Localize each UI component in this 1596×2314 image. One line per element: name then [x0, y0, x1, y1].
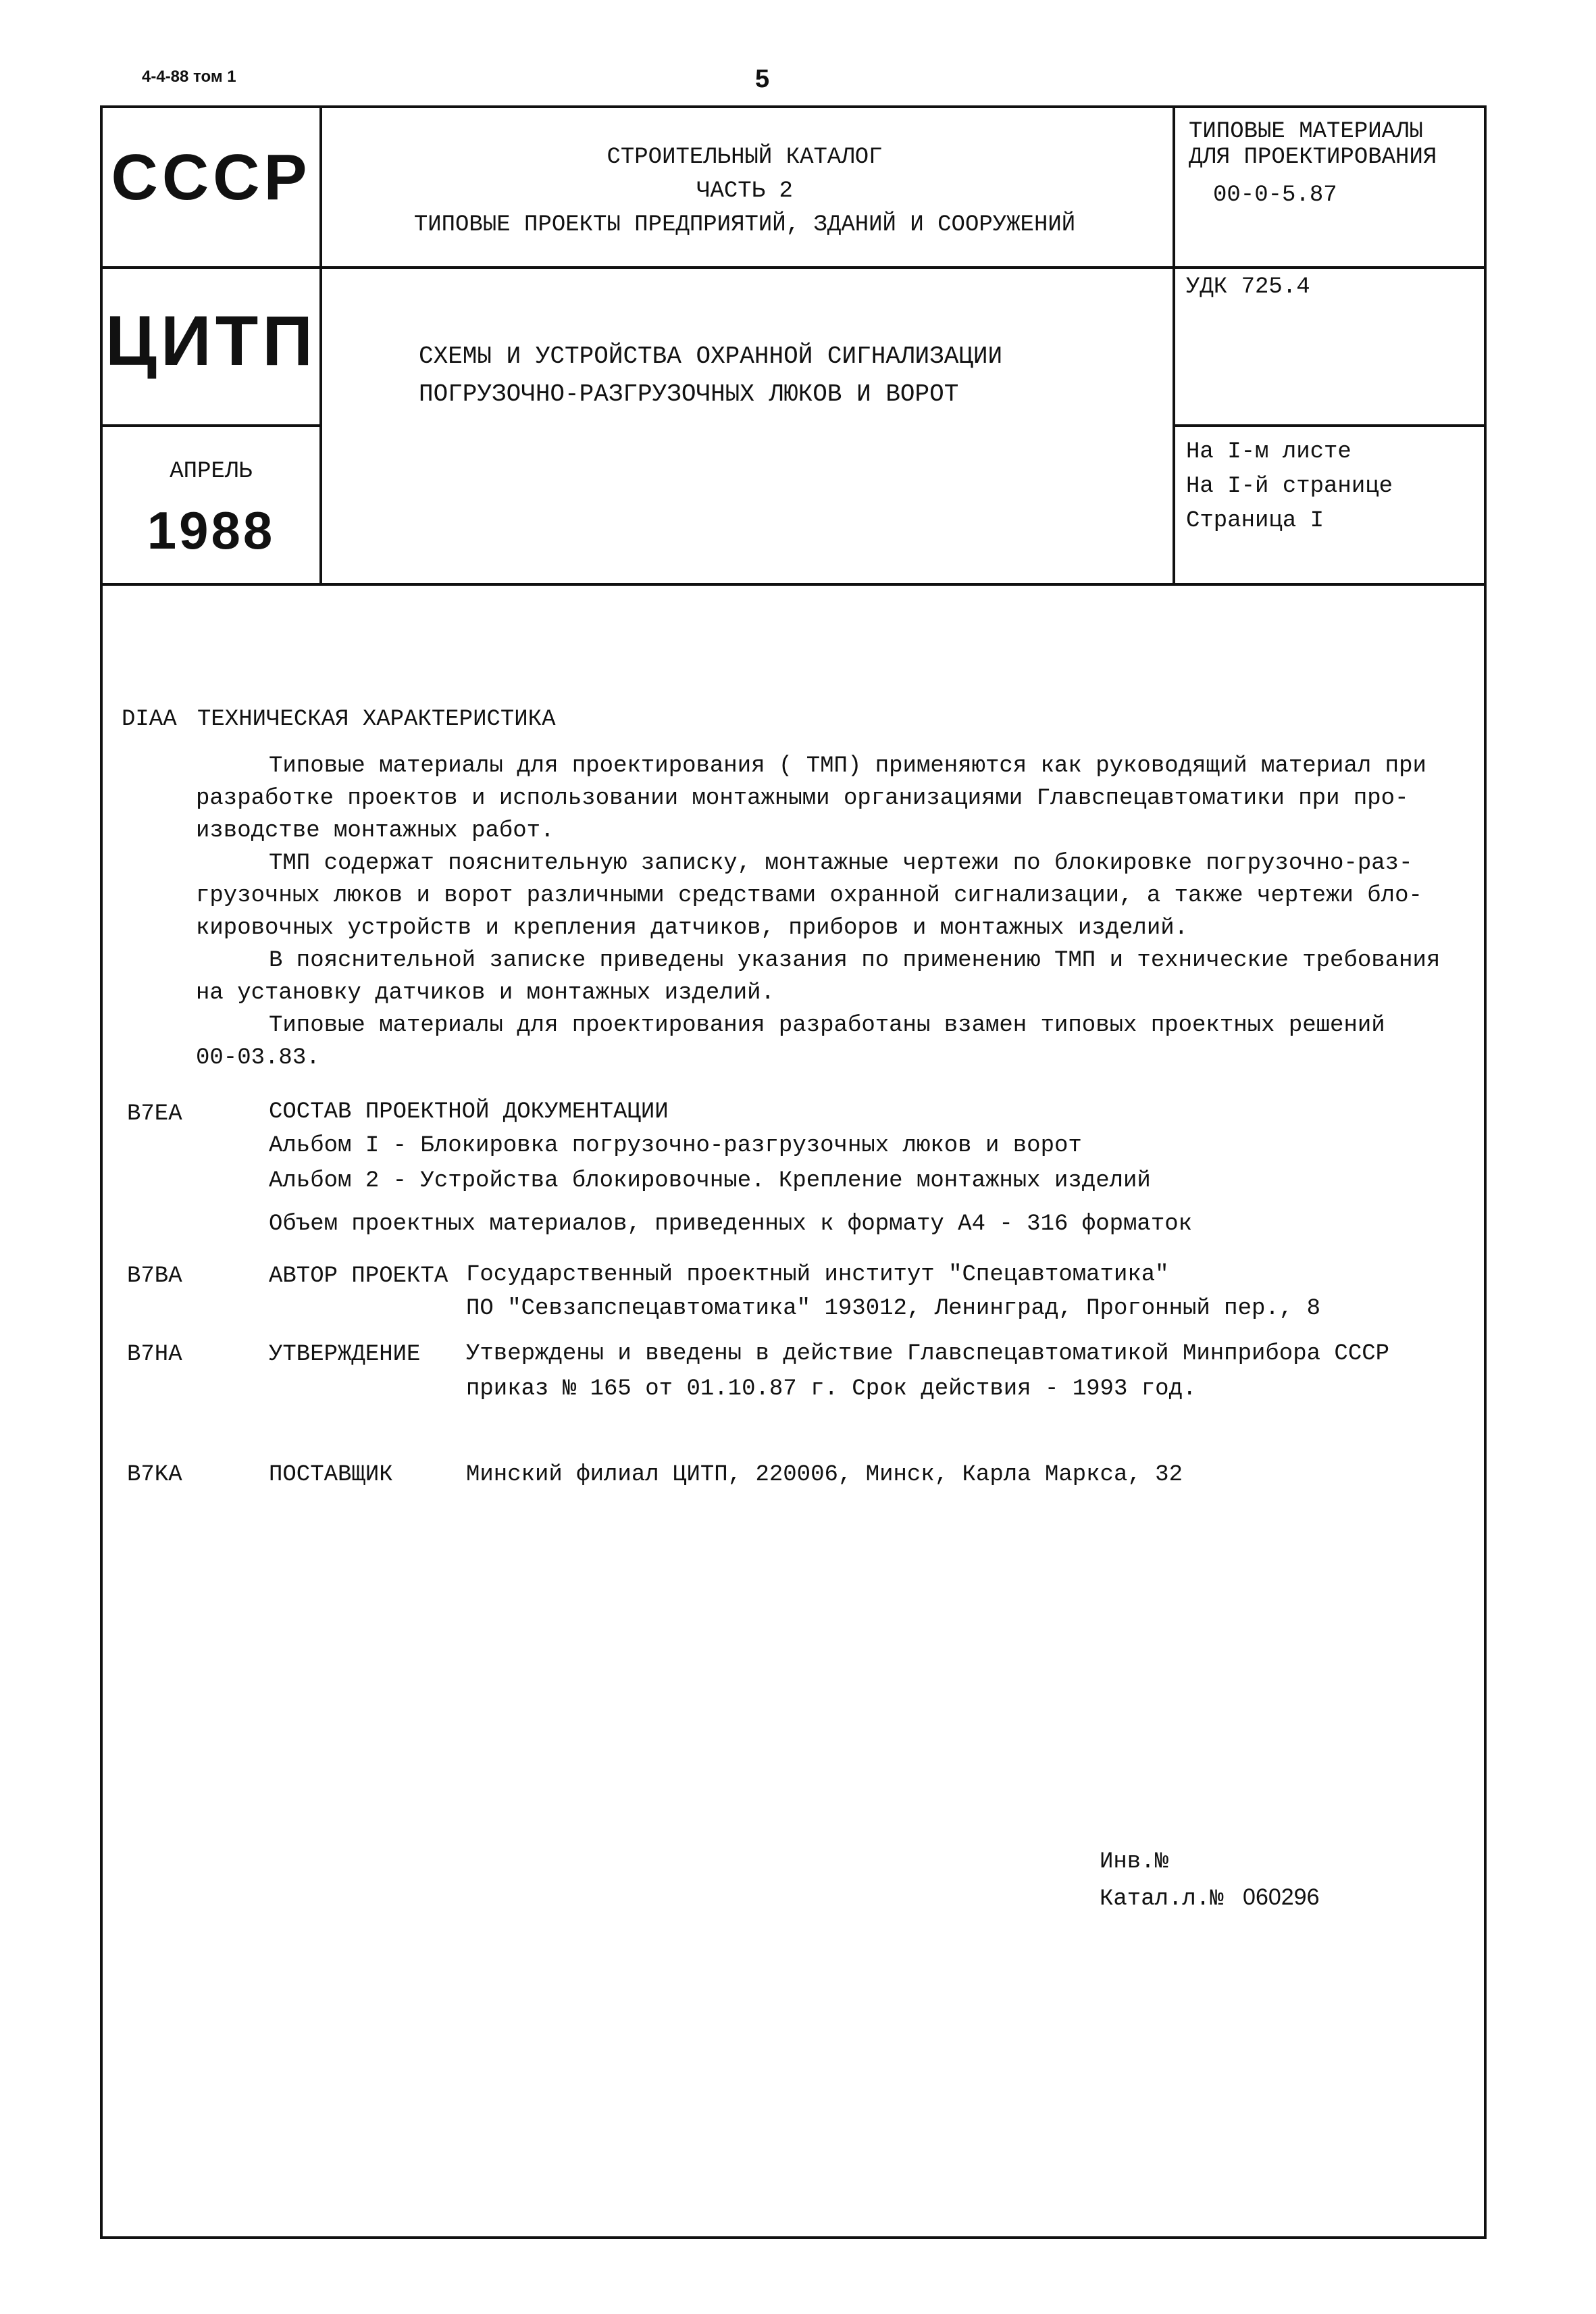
section-code-b7ba: B7BA [127, 1263, 182, 1289]
album-2: Альбом 2 - Устройства блокировочные. Крепление монтажных изделий [269, 1168, 1151, 1194]
paragraph-line: ТМП содержат пояснительную записку, монтажные чертежи по блокировке погрузочно-раз- [269, 851, 1413, 876]
paragraph-line: В пояснительной записке приведены указания по применению ТМП и технические требования [269, 948, 1441, 974]
paragraph-line: Типовые материалы для проектирования ( ТМП) применяются как руководящий материал при [269, 753, 1426, 779]
section-code-b7ea: B7EA [127, 1101, 182, 1127]
paragraph-line: 00-03.83. [196, 1045, 320, 1071]
divider [103, 424, 322, 427]
documentation-composition [269, 1096, 1478, 1240]
year-label: 1988 [147, 501, 276, 560]
composition-heading: СОСТАВ ПРОЕКТНОЙ ДОКУМЕНТАЦИИ [269, 1099, 669, 1125]
section-code-d1aa: DIAA [122, 707, 177, 732]
approval-line2: приказ № 165 от 01.10.87 г. Срок действия - 1993 год. [466, 1376, 1197, 1402]
catalog-sheet [1100, 1880, 1320, 1917]
approval-info [466, 1336, 1479, 1407]
divider [103, 583, 1484, 586]
divider [1173, 424, 1484, 427]
document-title-line1: СХЕМЫ И УСТРОЙСТВА ОХРАННОЙ СИГНАЛИЗАЦИИ [419, 343, 1003, 370]
author-address: ПО "Севзапспецавтоматика" 193012, Ленинград, Прогонный пер., 8 [466, 1296, 1321, 1322]
section-code-b7ha: B7HA [127, 1342, 182, 1367]
divider [1173, 108, 1175, 586]
material-type-block [1189, 119, 1472, 208]
document-title-block [419, 338, 1162, 413]
material-type-line1: ТИПОВЫЕ МАТЕРИАЛЫ [1189, 119, 1423, 145]
sheet-info-block [1186, 435, 1393, 538]
volume-note: Объем проектных материалов, приведенных к формату А4 - 316 форматок [269, 1211, 1193, 1237]
paragraph-line: разработке проектов и использовании монтажными организациями Главспецавтоматики при про- [196, 786, 1409, 811]
organization-label: ЦИТП [105, 302, 317, 380]
material-type-line2: ДЛЯ ПРОЕКТИРОВАНИЯ [1189, 145, 1437, 170]
catalog-sheet-label: Катал.л.№ [1100, 1886, 1224, 1912]
material-code: 00-0-5.87 [1213, 182, 1337, 208]
approval-line1: Утверждены и введены в действие Главспецавтоматикой Минприбора СССР [466, 1341, 1390, 1367]
paragraph-line: изводстве монтажных работ. [196, 818, 555, 844]
catalog-sheet-number: 060296 [1243, 1884, 1320, 1910]
month-label: АПРЕЛЬ [170, 459, 253, 484]
album-1: Альбом I - Блокировка погрузочно-разгрузочных люков и ворот [269, 1133, 1082, 1159]
author-label: АВТОР ПРОЕКТА [269, 1263, 448, 1289]
inventory-label: Инв.№ [1100, 1849, 1169, 1875]
document-reference: 4-4-88 том 1 [142, 68, 236, 86]
catalog-part: ЧАСТЬ 2 [696, 178, 793, 204]
sheet-info-pages: На I-й странице [1186, 474, 1393, 499]
page-number: 5 [755, 65, 770, 93]
supplier-info: Минский филиал ЦИТП, 220006, Минск, Карла Маркса, 32 [466, 1462, 1183, 1488]
udk-code: УДК 725.4 [1186, 274, 1310, 300]
paragraph-line: на установку датчиков и монтажных изделий. [196, 980, 775, 1006]
document-title-line2: ПОГРУЗОЧНО-РАЗГРУЗОЧНЫХ ЛЮКОВ И ВОРОТ [419, 380, 959, 408]
paragraph-line: кировочных устройств и крепления датчиков, приборов и монтажных изделий. [196, 915, 1189, 941]
approval-label: УТВЕРЖДЕНИЕ [269, 1342, 421, 1367]
section-code-b7ka: B7KA [127, 1462, 182, 1488]
author-info [466, 1258, 1479, 1326]
sheet-info-page: Страница I [1186, 508, 1324, 534]
technical-description [196, 750, 1479, 1074]
supplier-label: ПОСТАВЩИК [269, 1462, 393, 1488]
paragraph-line: грузочных люков и ворот различными средствами охранной сигнализации, а также чертежи бло- [196, 883, 1422, 909]
section-heading-technical: ТЕХНИЧЕСКАЯ ХАРАКТЕРИСТИКА [197, 707, 556, 732]
country-label: СССР [111, 141, 311, 213]
divider [103, 266, 1484, 269]
sheet-info-sheets: На I-м листе [1186, 439, 1352, 465]
catalog-title: СТРОИТЕЛЬНЫЙ КАТАЛОГ [607, 145, 883, 170]
date-block [103, 451, 319, 561]
paragraph-line: Типовые материалы для проектирования разработаны взамен типовых проектных решений [269, 1013, 1385, 1038]
author-institute: Государственный проектный институт "Спецавтоматика" [466, 1262, 1169, 1288]
catalog-block [319, 141, 1170, 242]
catalog-subtitle: ТИПОВЫЕ ПРОЕКТЫ ПРЕДПРИЯТИЙ, ЗДАНИЙ И СООРУЖЕНИЙ [413, 212, 1076, 238]
catalog-footer [1100, 1844, 1320, 1917]
